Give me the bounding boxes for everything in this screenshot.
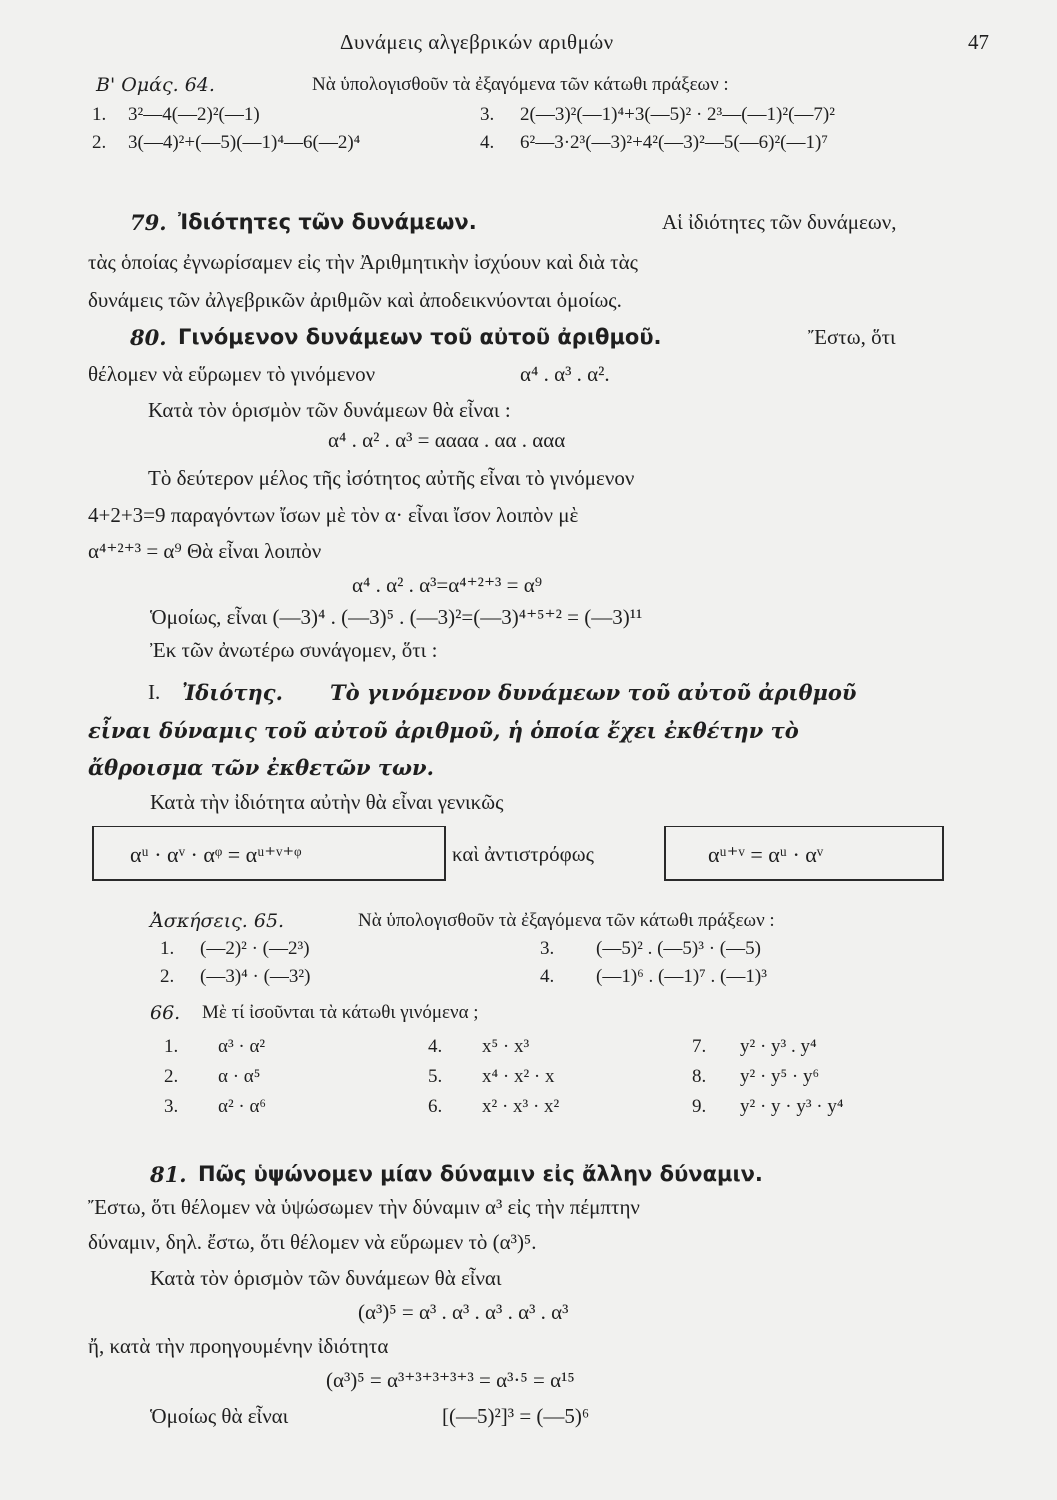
property-label: Ἰδιότης.	[182, 680, 283, 705]
section-79-title: Ἰδιότητες τῶν δυνάμεων.	[178, 210, 477, 234]
exercise-number: 5.	[428, 1066, 443, 1087]
exercise-expression: (—2)² · (—2³)	[200, 938, 310, 959]
formula-product-of-powers: αᵘ · αᵛ · αᵠ = αᵘ⁺ᵛ⁺ᵠ	[130, 842, 302, 867]
exercises-66-label: 66.	[150, 1002, 181, 1024]
group-64-label: Β' Ομάς. 64.	[96, 74, 215, 96]
paragraph-line: Τὸ δεύτερον μέλος τῆς ἰσότητος αὐτῆς εἶναι τὸ γινόμενον	[148, 466, 635, 490]
exercise-number: 1.	[164, 1036, 179, 1057]
math-expression: α⁴ . α³ . α².	[520, 362, 610, 386]
exercise-expression: α² · α⁶	[218, 1096, 267, 1117]
section-81-title: Πῶς ὑψώνομεν μίαν δύναμιν εἰς ἄλλην δύναμιν.	[198, 1162, 763, 1186]
group-64-instruction: Νὰ ὑπολογισθοῦν τὰ ἐξαγόμενα τῶν κάτωθι πράξεων :	[312, 74, 729, 95]
exercise-expression: y² · y⁵ · y⁶	[740, 1066, 820, 1087]
paragraph-line: α⁴⁺²⁺³ = α⁹ Θὰ εἶναι λοιπὸν	[88, 539, 322, 563]
property-text: Τὸ γινόμενον δυνάμεων τοῦ αὐτοῦ ἀριθμοῦ	[330, 680, 857, 705]
paragraph-line: Ἔστω, ὅτι θέλομεν νὰ ὑψώσωμεν τὴν δύναμιν α³ εἰς τὴν πέμπτην	[88, 1195, 640, 1219]
exercise-number: 1.	[92, 104, 107, 125]
exercise-expression: 3²—4(—2)²(—1)	[128, 104, 260, 125]
paragraph-line: δύναμιν, δηλ. ἔστω, ὅτι θέλομεν νὰ εὕρωμεν τὸ (α³)⁵.	[88, 1230, 537, 1254]
property-text: ἄθροισμα τῶν ἐκθετῶν των.	[88, 755, 434, 780]
paragraph-line: Ἔστω, ὅτι	[808, 325, 896, 349]
math-expression: α⁴ . α² . α³=α⁴⁺²⁺³ = α⁹	[352, 573, 543, 597]
section-80-title: Γινόμενον δυνάμεων τοῦ αὐτοῦ ἀριθμοῦ.	[178, 325, 662, 349]
paragraph-line: Ὁμοίως, εἶναι (—3)⁴ . (—3)⁵ . (—3)²=(—3)⁴⁺⁵⁺² = (—3)¹¹	[150, 605, 643, 629]
exercise-number: 4.	[540, 966, 555, 987]
paragraph-line: Κατὰ τὸν ὁρισμὸν τῶν δυνάμεων θὰ εἶναι	[150, 1266, 502, 1290]
exercise-number: 3.	[164, 1096, 179, 1117]
property-text: εἶναι δύναμις τοῦ αὐτοῦ ἀριθμοῦ, ἡ ὁποία ἔχει ἐκθέτην τὸ	[88, 718, 799, 743]
math-expression: (α³)⁵ = α³ . α³ . α³ . α³ . α³	[358, 1300, 569, 1324]
exercise-number: 3.	[540, 938, 555, 959]
exercise-expression: 3(—4)²+(—5)(—1)⁴—6(—2)⁴	[128, 132, 361, 153]
exercise-expression: x⁴ · x² · x	[482, 1066, 555, 1087]
exercise-number: 4.	[428, 1036, 443, 1057]
exercise-number: 7.	[692, 1036, 707, 1057]
paragraph-line: τὰς ὁποίας ἐγνωρίσαμεν εἰς τὴν Ἀριθμητικὴν ἰσχύουν καὶ διὰ τὰς	[88, 250, 638, 274]
formula-inverse: αᵘ⁺ᵛ = αᵘ · αᵛ	[708, 842, 824, 867]
exercise-expression: y² · y · y³ · y⁴	[740, 1096, 844, 1117]
paragraph-line: Ὁμοίως θὰ εἶναι	[150, 1404, 289, 1428]
exercise-expression: (—5)² . (—5)³ · (—5)	[596, 938, 761, 959]
math-expression: (α³)⁵ = α³⁺³⁺³⁺³⁺³ = α³·⁵ = α¹⁵	[326, 1368, 575, 1392]
paragraph-line: δυνάμεις τῶν ἀλγεβρικῶν ἀριθμῶν καὶ ἀποδεικνύονται ὁμοίως.	[88, 288, 622, 312]
math-expression: α⁴ . α² . α³ = αααα . αα . ααα	[328, 428, 566, 452]
exercise-expression: 2(—3)²(—1)⁴+3(—5)² · 2³—(—1)²(—7)²	[520, 104, 835, 125]
exercise-expression: 6²—3·2³(—3)²+4²(—3)²—5(—6)²(—1)⁷	[520, 132, 828, 153]
paragraph-line: ἤ, κατὰ τὴν προηγουμένην ἰδιότητα	[88, 1334, 389, 1358]
running-title: Δυνάμεις αλγεβρικών αριθμών	[340, 30, 614, 54]
paragraph-line: 4+2+3=9 παραγόντων ἴσων μὲ τὸν α· εἶναι ἴσον λοιπὸν μὲ	[88, 503, 579, 527]
paragraph-line: Κατὰ τὸν ὁρισμὸν τῶν δυνάμεων θὰ εἶναι :	[148, 398, 511, 422]
property-number: Ι.	[148, 680, 161, 704]
paragraph-line: θέλομεν νὰ εὕρωμεν τὸ γινόμενον	[88, 362, 376, 386]
exercises-65-label: Ἀσκήσεις. 65.	[150, 910, 285, 932]
exercises-66-instruction: Μὲ τί ἰσοῦνται τὰ κάτωθι γινόμενα ;	[202, 1002, 479, 1023]
exercise-number: 2.	[164, 1066, 179, 1087]
exercise-number: 6.	[428, 1096, 443, 1117]
formula-conjunction: καὶ ἀντιστρόφως	[452, 842, 594, 866]
exercise-number: 2.	[92, 132, 107, 153]
section-80-number: 80.	[130, 325, 167, 350]
exercise-number: 3.	[480, 104, 495, 125]
exercise-expression: x⁵ · x³	[482, 1036, 530, 1057]
paragraph-line: Ἐκ τῶν ἀνωτέρω συνάγομεν, ὅτι :	[150, 638, 438, 662]
exercise-number: 2.	[160, 966, 175, 987]
exercise-number: 4.	[480, 132, 495, 153]
exercise-number: 1.	[160, 938, 175, 959]
section-79-number: 79.	[130, 210, 167, 235]
paragraph-line: Αἱ ἰδιότητες τῶν δυνάμεων,	[662, 210, 897, 234]
exercise-expression: (—1)⁶ . (—1)⁷ . (—1)³	[596, 966, 767, 987]
exercise-expression: α · α⁵	[218, 1066, 261, 1087]
page-number: 47	[968, 30, 989, 54]
paragraph-line: Κατὰ τὴν ἰδιότητα αὐτὴν θὰ εἶναι γενικῶς	[150, 790, 504, 814]
exercise-expression: x² · x³ · x²	[482, 1096, 560, 1117]
exercise-expression: y² · y³ . y⁴	[740, 1036, 817, 1057]
math-expression: [(—5)²]³ = (—5)⁶	[442, 1404, 590, 1428]
section-81-number: 81.	[150, 1162, 187, 1187]
exercise-expression: (—3)⁴ · (—3²)	[200, 966, 311, 987]
exercises-65-instruction: Νὰ ὑπολογισθοῦν τὰ ἐξαγόμενα τῶν κάτωθι πράξεων :	[358, 910, 775, 931]
exercise-expression: α³ · α²	[218, 1036, 266, 1057]
exercise-number: 9.	[692, 1096, 707, 1117]
exercise-number: 8.	[692, 1066, 707, 1087]
